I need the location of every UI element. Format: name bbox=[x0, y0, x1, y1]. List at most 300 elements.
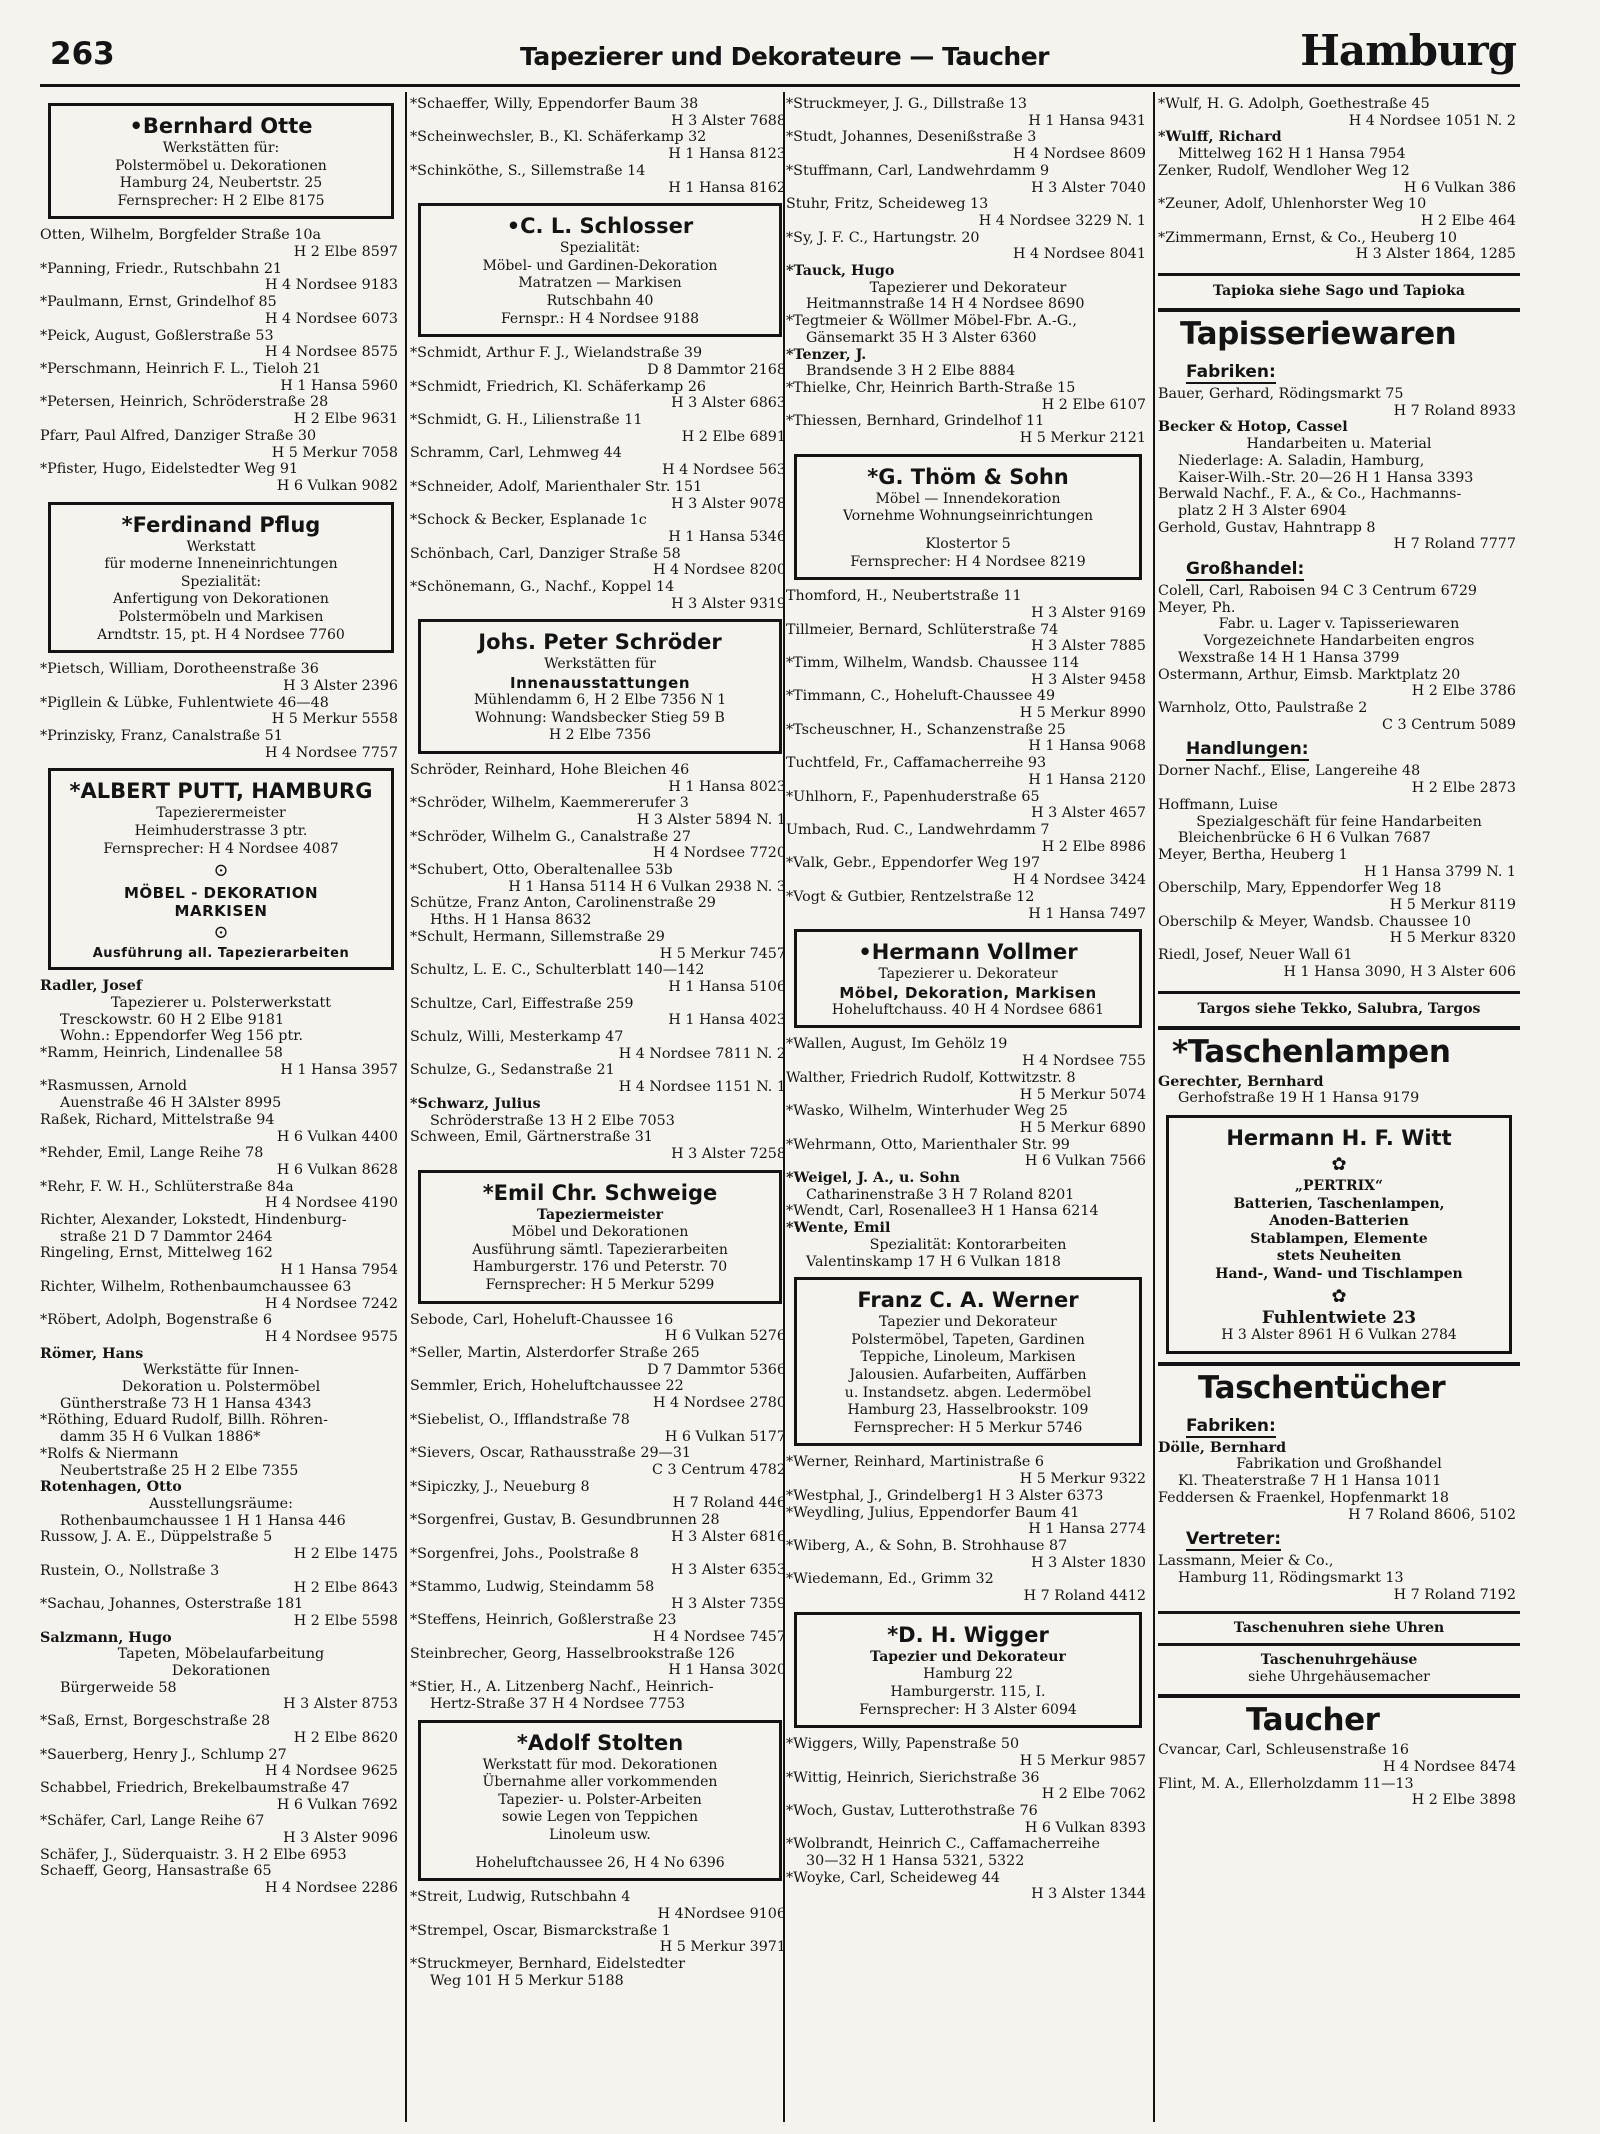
entry-name: Lassmann, Meier & Co., bbox=[1158, 1553, 1334, 1570]
entry-name: Cvancar, Carl, Schleusenstraße 16 bbox=[1158, 1742, 1410, 1759]
entry-name: *Wente, Emil bbox=[786, 1220, 891, 1237]
advert-line: Vornehme Wohnungseinrichtungen bbox=[842, 508, 1094, 525]
entry-name: Schulz, Willi, Mesterkamp 47 bbox=[410, 1029, 624, 1046]
entry-continuation: Wexstraße 14 H 1 Hansa 3799 bbox=[1178, 649, 1400, 666]
directory-entry bbox=[410, 445, 790, 478]
witt-line: stets Neuheiten bbox=[1276, 1248, 1402, 1265]
entry-name: *Schönemann, G., Nachf., Koppel 14 bbox=[410, 579, 675, 596]
entry-name: Schäfer, J., Süderquaistr. 3. H 2 Elbe 6953 bbox=[40, 1846, 347, 1863]
directory-entry bbox=[40, 1045, 402, 1078]
advert-box bbox=[48, 768, 394, 970]
directory-entry bbox=[40, 261, 402, 294]
entry-name: Oberschilp, Mary, Eppendorfer Weg 18 bbox=[1158, 880, 1442, 897]
directory-entry bbox=[1158, 196, 1520, 229]
tt-fabriken-subheading bbox=[1158, 1416, 1520, 1436]
entry-name: *Scheinwechsler, B., Kl. Schäferkamp 32 bbox=[410, 129, 707, 146]
entry-name: Zenker, Rudolf, Wendloher Weg 12 bbox=[1158, 162, 1410, 179]
entry-name: Schönbach, Carl, Danziger Straße 58 bbox=[410, 545, 681, 562]
directory-entry bbox=[786, 688, 1150, 721]
directory-entry bbox=[786, 822, 1150, 855]
entry-telephone: H 1 Hansa 8162 bbox=[668, 179, 786, 196]
directory-entry bbox=[1158, 386, 1520, 419]
directory-entry bbox=[410, 1479, 790, 1512]
entry-telephone: H 5 Merkur 5558 bbox=[271, 711, 398, 728]
directory-entry bbox=[40, 1479, 402, 1529]
directory-entry bbox=[40, 1145, 402, 1178]
advert-line: Werkstatt bbox=[186, 538, 256, 555]
advert-line: Tapezierermeister bbox=[156, 805, 286, 822]
directory-entry bbox=[1158, 1440, 1520, 1490]
entry-name: *Peick, August, Goßlerstraße 53 bbox=[40, 327, 274, 344]
entry-telephone: H 4 Nordsee 755 bbox=[1022, 1053, 1146, 1070]
entry-name: *Schmidt, Friedrich, Kl. Schäferkamp 26 bbox=[410, 378, 707, 395]
taucher-heading: Taucher bbox=[1246, 1702, 1380, 1739]
witt-address: Fuhlentwiete 23 bbox=[1261, 1307, 1417, 1328]
handlungen-entries bbox=[1158, 763, 1520, 980]
circle-dot-icon: ⊙ bbox=[213, 922, 229, 944]
advert-line: Hamburgerstr. 115, I. bbox=[890, 1683, 1046, 1700]
entry-name: *Röthing, Eduard Rudolf, Billh. Röhren- bbox=[40, 1412, 328, 1429]
entry-name: *Struckmeyer, Bernhard, Eidelstedter bbox=[410, 1955, 686, 1972]
entry-name: *Schneider, Adolf, Marienthaler Str. 151 bbox=[410, 478, 703, 495]
entry-telephone: H 4 Nordsee 563 bbox=[662, 462, 786, 479]
entry-name: *Rehder, Emil, Lange Reihe 78 bbox=[40, 1145, 264, 1162]
advert-box bbox=[794, 454, 1142, 580]
advert-box bbox=[418, 619, 782, 753]
entry-telephone: H 4 Nordsee 9575 bbox=[265, 1328, 398, 1345]
entry-name: Rustein, O., Nollstraße 3 bbox=[40, 1562, 220, 1579]
directory-entry bbox=[410, 163, 790, 196]
witt-line: Stablampen, Elemente bbox=[1250, 1230, 1428, 1247]
handlungen-subheading bbox=[1158, 739, 1520, 759]
advert-line: Teppiche, Linoleum, Markisen bbox=[860, 1349, 1076, 1366]
page-header bbox=[0, 0, 1600, 95]
entry-name: Ringeling, Ernst, Mittelweg 162 bbox=[40, 1245, 273, 1262]
fabriken-label: Fabriken: bbox=[1186, 362, 1276, 383]
entry-telephone: H 1 Hansa 5114 H 6 Vulkan 2938 N. 3 bbox=[508, 878, 786, 895]
directory-entry bbox=[40, 1747, 402, 1780]
city-title: Hamburg bbox=[1300, 26, 1516, 75]
entry-name: *Uhlhorn, F., Papenhuderstraße 65 bbox=[786, 788, 1040, 805]
directory-entry bbox=[410, 1956, 790, 1989]
entry-name: *Rasmussen, Arnold bbox=[40, 1078, 187, 1095]
column-rule-1 bbox=[405, 92, 407, 2122]
entry-name: Meyer, Bertha, Heuberg 1 bbox=[1158, 846, 1348, 863]
entry-telephone: H 1 Hansa 9431 bbox=[1028, 112, 1146, 129]
header-rule bbox=[40, 84, 1520, 87]
advert-line: Anfertigung von Dekorationen bbox=[113, 591, 329, 608]
entry-name: *Weydling, Julius, Eppendorfer Baum 41 bbox=[786, 1504, 1080, 1521]
advert-spacer bbox=[801, 526, 1135, 536]
directory-entry bbox=[786, 1203, 1150, 1220]
directory-entry bbox=[1158, 880, 1520, 913]
directory-entry bbox=[786, 1770, 1150, 1803]
entry-continuation: Hertz-Straße 37 H 4 Nordsee 7753 bbox=[430, 1695, 686, 1712]
entry-name: *Westphal, J., Grindelberg1 H 3 Alster 6373 bbox=[786, 1487, 1104, 1504]
entry-name: *Schröder, Wilhelm G., Canalstraße 27 bbox=[410, 828, 691, 845]
entry-name: *Wehrmann, Otto, Marienthaler Str. 99 bbox=[786, 1136, 1070, 1153]
directory-entry bbox=[786, 889, 1150, 922]
advert-line: sowie Legen von Teppichen bbox=[501, 1809, 698, 1826]
directory-entry bbox=[410, 512, 790, 545]
advert-highlight: Innenausstattungen bbox=[509, 674, 691, 693]
entry-description: Vorgezeichnete Handarbeiten engros bbox=[1203, 633, 1475, 650]
advert-line: Fernsprecher: H 5 Merkur 5746 bbox=[853, 1419, 1083, 1436]
directory-entry bbox=[410, 996, 790, 1029]
entry-name: *Wolbrandt, Heinrich C., Caffamacherreihe bbox=[786, 1836, 1100, 1853]
entry-name: Römer, Hans bbox=[40, 1345, 144, 1362]
advert-line: Werkstatt für mod. Dekorationen bbox=[482, 1756, 718, 1773]
entry-name: *Steffens, Heinrich, Goßlerstraße 23 bbox=[410, 1612, 677, 1629]
entry-telephone: H 2 Elbe 8620 bbox=[293, 1729, 398, 1746]
tapisserie-heading: Tapisseriewaren bbox=[1180, 316, 1457, 353]
advert-line: Fernsprecher: H 4 Nordsee 4087 bbox=[103, 840, 339, 857]
entry-name: *Sy, J. F. C., Hartungstr. 20 bbox=[786, 229, 980, 246]
advert-line: Möbel- und Gardinen-Dekoration bbox=[482, 257, 718, 274]
directory-entry bbox=[786, 1170, 1150, 1203]
entry-name: *Panning, Friedr., Rutschbahn 21 bbox=[40, 260, 283, 277]
directory-entry bbox=[40, 461, 402, 494]
entry-telephone: C 3 Centrum 5089 bbox=[1381, 716, 1516, 733]
entry-telephone: H 4 Nordsee 3229 N. 1 bbox=[978, 212, 1146, 229]
entry-continuation: Wohn.: Eppendorfer Weg 156 ptr. bbox=[60, 1028, 304, 1045]
directory-entry bbox=[40, 1713, 402, 1746]
entry-name: *Tauck, Hugo bbox=[786, 263, 895, 280]
directory-entry bbox=[786, 655, 1150, 688]
directory-entry bbox=[1158, 1553, 1520, 1603]
directory-entry bbox=[410, 579, 790, 612]
entry-continuation: Schröderstraße 13 H 2 Elbe 7053 bbox=[430, 1112, 675, 1129]
advert-title: *G. Thöm & Sohn bbox=[867, 464, 1069, 489]
entry-telephone: H 3 Alster 7359 bbox=[671, 1595, 786, 1612]
entry-name: *Rehr, F. W. H., Schlüterstraße 84a bbox=[40, 1178, 294, 1195]
entry-name: Steinbrecher, Georg, Hasselbrookstraße 126 bbox=[410, 1645, 735, 1662]
directory-entry bbox=[1158, 419, 1520, 486]
entry-name: Gerhold, Gustav, Hahntrapp 8 bbox=[1158, 519, 1376, 536]
directory-entry bbox=[410, 1546, 790, 1579]
directory-entry bbox=[410, 1378, 790, 1411]
advert-box bbox=[794, 1612, 1142, 1728]
directory-entry bbox=[40, 1563, 402, 1596]
entry-telephone: H 4 Nordsee 7720 bbox=[653, 845, 786, 862]
entry-telephone: H 4 Nordsee 7757 bbox=[265, 744, 398, 761]
directory-entry bbox=[40, 1847, 402, 1864]
directory-entry bbox=[786, 347, 1150, 380]
directory-entry bbox=[410, 829, 790, 862]
entry-telephone: H 3 Alster 5894 N. 1 bbox=[636, 811, 786, 828]
uhrgehaeuse-note bbox=[1158, 1643, 1520, 1686]
directory-entry bbox=[786, 1103, 1150, 1136]
advert-title: *Emil Chr. Schweige bbox=[482, 1180, 718, 1205]
directory-entry bbox=[786, 1070, 1150, 1103]
entry-telephone: H 3 Alster 7885 bbox=[1031, 638, 1146, 655]
entry-name: *Stuffmann, Carl, Landwehrdamm 9 bbox=[786, 162, 1050, 179]
advert-line: Spezialität: bbox=[559, 240, 641, 257]
directory-entry bbox=[786, 96, 1150, 129]
witt-line: Anoden-Batterien bbox=[1269, 1213, 1409, 1230]
entry-name: Salzmann, Hugo bbox=[40, 1629, 172, 1646]
advert-title: *Ferdinand Pflug bbox=[121, 512, 321, 537]
advert-line: Werkstätten für: bbox=[162, 140, 280, 156]
directory-entry bbox=[786, 129, 1150, 162]
entry-telephone: H 1 Hansa 3090, H 3 Alster 606 bbox=[1283, 963, 1516, 980]
entry-telephone: H 6 Vulkan 4400 bbox=[276, 1128, 398, 1145]
witt-brand: „PERTRIX“ bbox=[1294, 1177, 1384, 1194]
entry-telephone: H 6 Vulkan 5177 bbox=[664, 1428, 786, 1445]
advert-title: *Adolf Stolten bbox=[516, 1730, 684, 1755]
directory-entry bbox=[786, 1870, 1150, 1903]
entry-telephone: H 3 Alster 7688 bbox=[671, 112, 786, 129]
entry-name: *Pfister, Hugo, Eidelstedter Weg 91 bbox=[40, 461, 299, 478]
advert-box bbox=[48, 502, 394, 654]
entry-telephone: H 5 Merkur 8990 bbox=[1019, 705, 1146, 722]
taschenlampen-heading: *Taschenlampen bbox=[1172, 1033, 1451, 1070]
entry-name: *Ramm, Heinrich, Lindenallee 58 bbox=[40, 1045, 283, 1061]
entry-name: *Timm, Wilhelm, Wandsb. Chaussee 114 bbox=[786, 654, 1080, 671]
directory-entry bbox=[40, 294, 402, 327]
directory-entry bbox=[410, 1312, 790, 1345]
entry-name: Ostermann, Arthur, Eimsb. Marktplatz 20 bbox=[1158, 666, 1461, 683]
advert-line: Rutschbahn 40 bbox=[546, 293, 654, 309]
entry-name: *Schubert, Otto, Oberaltenallee 53b bbox=[410, 862, 673, 879]
entry-telephone: H 5 Merkur 8320 bbox=[1389, 930, 1516, 947]
entry-telephone: H 5 Merkur 7457 bbox=[659, 945, 786, 962]
entry-telephone: H 3 Alster 9458 bbox=[1031, 671, 1146, 688]
directory-entry bbox=[410, 1029, 790, 1062]
directory-entry bbox=[1158, 667, 1520, 700]
entry-name: Stuhr, Fritz, Scheideweg 13 bbox=[786, 196, 989, 213]
directory-entry bbox=[786, 313, 1150, 346]
entry-continuation: Rothenbaumchaussee 1 H 1 Hansa 446 bbox=[60, 1512, 346, 1529]
entry-continuation: Kl. Theaterstraße 7 H 1 Hansa 1011 bbox=[1178, 1473, 1442, 1490]
entry-name: *Valk, Gebr., Eppendorfer Weg 197 bbox=[786, 855, 1041, 872]
directory-entry bbox=[40, 1446, 402, 1479]
entry-name: *Sipiczky, J., Neueburg 8 bbox=[410, 1478, 590, 1495]
entry-name: *Weigel, J. A., u. Sohn bbox=[786, 1170, 961, 1187]
entry-continuation: Tresckowstr. 60 H 2 Elbe 9181 bbox=[60, 1011, 285, 1028]
entry-name: *Thiessen, Bernhard, Grindelhof 11 bbox=[786, 413, 1045, 430]
entry-telephone: H 6 Vulkan 9082 bbox=[276, 477, 398, 494]
page-number: 263 bbox=[50, 36, 115, 72]
entry-name: *Perschmann, Heinrich F. L., Tieloh 21 bbox=[40, 361, 322, 377]
entry-continuation: Gänsemarkt 35 H 3 Alster 6360 bbox=[806, 329, 1037, 346]
entry-name: Schultz, L. E. C., Schulterblatt 140—142 bbox=[410, 962, 705, 979]
entry-telephone: H 7 Roland 446 bbox=[672, 1495, 786, 1512]
directory-entry bbox=[410, 1889, 790, 1922]
entry-telephone: H 3 Alster 9319 bbox=[671, 595, 786, 612]
advert-line: H 2 Elbe 7356 bbox=[548, 727, 652, 744]
entry-telephone: H 1 Hansa 9068 bbox=[1028, 738, 1146, 755]
entry-telephone: H 6 Vulkan 386 bbox=[1403, 179, 1516, 196]
witt-phone: H 3 Alster 8961 H 6 Vulkan 2784 bbox=[1221, 1327, 1457, 1344]
entry-telephone: H 6 Vulkan 8628 bbox=[276, 1161, 398, 1178]
entry-telephone: H 4 Nordsee 1051 N. 2 bbox=[1348, 112, 1516, 129]
entry-continuation: Hths. H 1 Hansa 8632 bbox=[430, 912, 592, 929]
entry-telephone: H 6 Vulkan 7692 bbox=[276, 1796, 398, 1813]
advert-line: Hoheluftchaussee 26, H 4 No 6396 bbox=[475, 1854, 725, 1871]
directory-entry bbox=[410, 1612, 790, 1645]
directory-entry bbox=[1158, 847, 1520, 880]
directory-entry bbox=[410, 479, 790, 512]
advert-line: Ausführung sämtl. Tapezierarbeiten bbox=[472, 1241, 728, 1258]
directory-entry bbox=[40, 1346, 402, 1413]
entry-name: Schultze, Carl, Eiffestraße 259 bbox=[410, 995, 634, 1012]
entry-telephone: H 1 Hansa 4023 bbox=[668, 1012, 786, 1029]
entry-name: Schröder, Reinhard, Hohe Bleichen 46 bbox=[410, 761, 690, 778]
directory-entry bbox=[1158, 486, 1520, 519]
entry-name: *Pietsch, William, Dorotheenstraße 36 bbox=[40, 661, 319, 678]
entry-name: *Sachau, Johannes, Osterstraße 181 bbox=[40, 1596, 304, 1613]
tt-fabriken-label: Fabriken: bbox=[1186, 1415, 1276, 1436]
directory-entry bbox=[410, 96, 790, 129]
entry-name: *Seller, Martin, Alsterdorfer Straße 265 bbox=[410, 1345, 700, 1362]
entry-telephone: H 2 Elbe 8597 bbox=[293, 244, 398, 261]
entry-name: Colell, Carl, Raboisen 94 C 3 Centrum 6729 bbox=[1158, 583, 1478, 600]
advert-line: Möbel und Dekorationen bbox=[511, 1224, 689, 1241]
directory-entry bbox=[40, 695, 402, 728]
directory-entry bbox=[1158, 96, 1520, 129]
entry-telephone: H 5 Merkur 8119 bbox=[1389, 897, 1516, 914]
advert-box bbox=[794, 929, 1142, 1028]
directory-entry bbox=[40, 728, 402, 761]
entry-name: *Zimmermann, Ernst, & Co., Heuberg 10 bbox=[1158, 229, 1457, 246]
entry-name: Bauer, Gerhard, Rödingsmarkt 75 bbox=[1158, 386, 1404, 403]
entry-telephone: H 1 Hansa 3799 N. 1 bbox=[1364, 863, 1516, 880]
entry-telephone: H 2 Elbe 7062 bbox=[1041, 1786, 1146, 1803]
entry-name: *Struckmeyer, J. G., Dillstraße 13 bbox=[786, 96, 1027, 112]
advert-highlight: Ausführung all. Tapezierarbeiten bbox=[92, 946, 350, 962]
directory-entry bbox=[786, 1488, 1150, 1505]
entry-name: *Wulf, H. G. Adolph, Goethestraße 45 bbox=[1158, 96, 1430, 112]
tt-fabriken-entries bbox=[1158, 1440, 1520, 1524]
entry-description: Fabrikation und Großhandel bbox=[1236, 1456, 1442, 1473]
advert-line: Hamburg 22 bbox=[923, 1666, 1013, 1683]
entry-telephone: H 4 Nordsee 9183 bbox=[265, 277, 398, 294]
directory-entry bbox=[1158, 914, 1520, 947]
entry-telephone: H 4 Nordsee 8609 bbox=[1013, 146, 1146, 163]
entry-telephone: H 3 Alster 4657 bbox=[1031, 805, 1146, 822]
directory-entry bbox=[40, 1780, 402, 1813]
directory-entry bbox=[40, 1529, 402, 1562]
fabriken-subheading bbox=[1158, 362, 1520, 382]
directory-entry bbox=[410, 129, 790, 162]
directory-entry bbox=[40, 1112, 402, 1145]
entry-name: Dorner Nachf., Elise, Langereihe 48 bbox=[1158, 763, 1421, 780]
directory-entry bbox=[1158, 600, 1520, 667]
directory-entry bbox=[40, 1813, 402, 1846]
directory-entry bbox=[786, 789, 1150, 822]
entry-name: Dölle, Bernhard bbox=[1158, 1439, 1287, 1456]
entry-telephone: H 3 Alster 9096 bbox=[283, 1830, 398, 1847]
entry-telephone: H 1 Hansa 5346 bbox=[668, 528, 786, 545]
entry-name: Schabbel, Friedrich, Brekelbaumstraße 47 bbox=[40, 1779, 350, 1796]
entry-name: Feddersen & Fraenkel, Hopfenmarkt 18 bbox=[1158, 1489, 1449, 1506]
entry-telephone: H 5 Merkur 2121 bbox=[1019, 430, 1146, 447]
entry-name: Tuchtfeld, Fr., Caffamacherreihe 93 bbox=[786, 755, 1047, 772]
entry-name: *Schmidt, Arthur F. J., Wielandstraße 39 bbox=[410, 345, 703, 362]
entry-telephone: H 1 Hansa 3957 bbox=[280, 1061, 398, 1078]
directory-entry bbox=[786, 230, 1150, 263]
directory-entry bbox=[40, 1630, 402, 1714]
entry-continuation: Bleichenbrücke 6 H 6 Vulkan 7687 bbox=[1178, 830, 1431, 847]
column-4 bbox=[1158, 96, 1520, 2121]
witt-advert-box bbox=[1166, 1115, 1512, 1354]
entry-continuation: 30—32 H 1 Hansa 5321, 5322 bbox=[806, 1853, 1025, 1870]
entry-telephone: H 4 Nordsee 9625 bbox=[265, 1763, 398, 1780]
advert-line: Fernsprecher: H 5 Merkur 5299 bbox=[485, 1277, 715, 1294]
entry-name: *Schaeffer, Willy, Eppendorfer Baum 38 bbox=[410, 96, 699, 112]
advert-line: Hoheluftchauss. 40 H 4 Nordsee 6861 bbox=[831, 1001, 1105, 1018]
column-3 bbox=[786, 96, 1150, 2121]
advert-title: Franz C. A. Werner bbox=[857, 1288, 1079, 1313]
advert-title: •Hermann Vollmer bbox=[858, 940, 1078, 965]
entry-telephone: H 3 Alster 8753 bbox=[283, 1696, 398, 1713]
advert-box bbox=[48, 103, 394, 219]
entry-name: Schween, Emil, Gärtnerstraße 31 bbox=[410, 1129, 653, 1146]
entry-continuation: Valentinskamp 17 H 6 Vulkan 1818 bbox=[806, 1253, 1061, 1270]
directory-entry bbox=[410, 795, 790, 828]
directory-entry bbox=[786, 1137, 1150, 1170]
entry-name: *Woch, Gustav, Lutterothstraße 76 bbox=[786, 1802, 1038, 1819]
directory-entry bbox=[40, 1245, 402, 1278]
directory-entry bbox=[786, 263, 1150, 313]
entry-name: Walther, Friedrich Rudolf, Kottwitzstr. 8 bbox=[786, 1069, 1076, 1086]
entry-telephone: H 3 Alster 6816 bbox=[671, 1528, 786, 1545]
directory-entry bbox=[410, 1345, 790, 1378]
entry-name: *Woyke, Carl, Scheideweg 44 bbox=[786, 1869, 1000, 1886]
entry-description: Dekorationen bbox=[171, 1663, 271, 1680]
entry-telephone: H 4 Nordsee 2286 bbox=[265, 1880, 398, 1897]
advert-line: Möbel — Innendekoration bbox=[875, 490, 1061, 507]
entry-name: *Tscheuschner, H., Schanzenstraße 25 bbox=[786, 721, 1066, 738]
advert-highlight: MARKISEN bbox=[174, 902, 268, 921]
entry-telephone: H 5 Merkur 9322 bbox=[1019, 1471, 1146, 1488]
entry-telephone: H 1 Hansa 7954 bbox=[280, 1262, 398, 1279]
entry-telephone: H 2 Elbe 9631 bbox=[293, 411, 398, 428]
witt-line: Batterien, Taschenlampen, bbox=[1233, 1195, 1445, 1212]
entry-telephone: H 2 Elbe 1475 bbox=[293, 1546, 398, 1563]
directory-entry bbox=[786, 1220, 1150, 1270]
advert-line: Tapezierer u. Dekorateur bbox=[878, 966, 1058, 983]
entry-name: Umbach, Rud. C., Landwehrdamm 7 bbox=[786, 821, 1050, 838]
directory-entry bbox=[410, 1646, 790, 1679]
advert-line: Polstermöbel u. Dekorationen bbox=[115, 157, 327, 174]
entry-name: *Schmidt, G. H., Lilienstraße 11 bbox=[410, 412, 643, 428]
entry-telephone: H 6 Vulkan 8393 bbox=[1024, 1819, 1146, 1836]
advert-line: Fernsprecher: H 4 Nordsee 8219 bbox=[850, 553, 1086, 570]
entry-telephone: H 4 Nordsee 7457 bbox=[653, 1629, 786, 1646]
entry-telephone: H 2 Elbe 8643 bbox=[293, 1579, 398, 1596]
directory-entry bbox=[1158, 230, 1520, 263]
directory-entry bbox=[786, 1505, 1150, 1538]
entry-name: Russow, J. A. E., Düppelstraße 5 bbox=[40, 1529, 273, 1546]
wulf-zimmermann-entries bbox=[1158, 96, 1520, 263]
entry-name: *Studt, Johannes, Desenißstraße 3 bbox=[786, 129, 1037, 146]
entry-name: *Schinköthe, S., Sillemstraße 14 bbox=[410, 162, 646, 179]
advert-line: Arndtstr. 15, pt. H 4 Nordsee 7760 bbox=[97, 626, 345, 643]
entry-telephone: H 2 Elbe 3786 bbox=[1411, 683, 1516, 700]
taschenlampen-entries bbox=[1158, 1074, 1520, 1107]
entry-name: *Tenzer, J. bbox=[786, 346, 867, 363]
directory-entry bbox=[786, 163, 1150, 196]
entry-description: Dekoration u. Polstermöbel bbox=[121, 1379, 321, 1396]
directory-entry bbox=[40, 1179, 402, 1212]
advert-line: Polstermöbel, Tapeten, Gardinen bbox=[851, 1331, 1085, 1348]
entry-continuation: Kaiser-Wilh.-Str. 20—26 H 1 Hansa 3393 bbox=[1178, 469, 1474, 486]
advert-box bbox=[418, 1170, 782, 1304]
running-title: Tapezierer und Dekorateure — Taucher bbox=[520, 42, 1049, 71]
circle-dot-icon: ⊙ bbox=[213, 860, 229, 882]
